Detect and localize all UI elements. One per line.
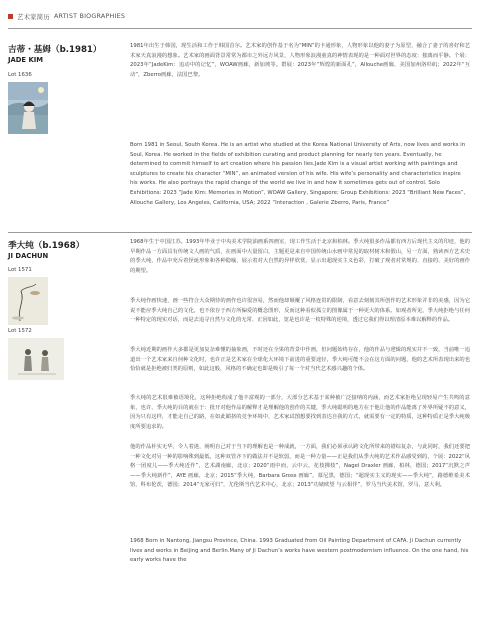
artist-name-zh: 季大纯（b.1968） [8, 241, 85, 251]
artist-bio-en: 1968 Born in Nantong, Jiangsu Province, China. 1993 Graduated from Oil Painting Department of CAFA. Ji Dachun currently lives and works in Beijing and Berlin.Many of Ji Dachun’s works have western postmodernism influence. On the one hand, his early works have the [130, 538, 469, 564]
header-accent-mark [8, 14, 13, 19]
artist-name-zh: 吉蒂・基姆（b.1981） [8, 45, 102, 55]
header-title-en: ARTIST BIOGRAPHIES [53, 12, 126, 20]
artist-name-en: JADE KIM [8, 56, 43, 64]
artwork-thumbnail-lot-1571 [8, 277, 48, 325]
bio-paragraph: 1968年生于中国江苏。1993年毕业于中央美术学院油画系四画室，现工作生活于北京和柏林。季大纯很多作品都有西方后现代主义的印迹，他的早期作品一方面具有传统文人画的气质，在画面中大量留白，主题更是来自中国传统山水画中常见的取材树木和假山，另一方面，熟读西方艺术史的季大纯，作品中充斥着怪诞形象和各种隐喻，展示着对大自然的异样欣赏，显示出超现实主义色彩，打破了观者对常规的、直接的、美好的画作的期望。 [130, 239, 470, 274]
artwork-thumbnail-jade-kim [8, 82, 48, 134]
artist-name-en: JI DACHUN [8, 252, 49, 260]
lot-number: Lot 1571 [8, 267, 32, 273]
artwork-thumbnail-lot-1572 [8, 338, 64, 380]
page-header [8, 8, 125, 24]
header-title-zh: 艺术家简历 [17, 12, 50, 21]
header-divider [8, 28, 472, 29]
lot-number: Lot 1572 [8, 328, 32, 334]
bio-paragraph: 他的作品朴实无华，令人着迷，阐明自己对于当下的理解也是一种成就，一方面，我们必须承认跨文化所带来的错综复杂，与此同时，我们还要把一种文化对另一种的影响殊到最低，这种双管齐下的做法并不是软弱，而是一种力量——正是我们从季大纯的艺术作品感受到的，个展：2022“风格一团度儿——季大纯近作”，艺术湖南廊，北京；2020“雨中而，云中云，花枝拂枝”，Nagel Draxler 画廊，柏林，德国；2017“沉默之声——季大纯新作”，AYE 画廊，北京；2015“季大纯，Barbara Gross 画廊”，慕尼黑，德国；“超现实主义的现实——季大纯”，路德维希美术馆，科布伦茨，德国；2014“无家可归”，尤伦斯当代艺术中心，北京；2013“功婊欧望 与云相伴”，罗马当代美术馆，罗马，意大利。 [130, 444, 470, 488]
artist-bio-zh: 1981年出生于韩国，现生活和工作于韩国首尔。艺术家的创作基于名为“MIN”的卡通形象，人物形象以他的妻子为原型，融合了妻子的喜好和艺术家天真浪漫的想象。艺术家的画面背景常常为都市之外远方风景，人物形象浪漫童真的神情表现的是一种面对世界的态度：独离而平静。个展：2023年“JadeKim：追动中的记忆”，WOAW画廊，新加坡等。群展：2023年“辉煌的新面孔”，Allouche画廊，美国加州洛杉矶；2022年“互动”，Zberro画廊，法国巴黎。 [130, 43, 470, 78]
bio-paragraph: 季大纯的艺术很难被语境化，这种拒绝构成了他丰富观的一部分，大部分艺术基于某种被广泛接纳的内涵，而艺术家拒绝呈现轻易产生共鸣的意象，也许，季大纯的目的就在于：批开对他作品的解释才是理解他的创作的关键，季大纯聪明的地方在于他让他的作品能离了外界所疑不的意义，因为只有这样，才能走自己的路，在如此媚挤的竞争环境中，艺术家试图想要找到表达自我的方式，就需要有一定的特质，这种特质正是季大纯极度所要追求的。 [130, 395, 470, 430]
section-divider [8, 232, 472, 233]
bio-paragraph: 季大纯近期的画作大多都是更加复杂难懂的抽象画，不时还在全果的背景中作画，但问题始终存在，他的作品与逻辑的现实并不一致，当前唯一追道出一个艺术家来自何种文化时，也许正是艺术家在全球化大环境下前进的重要途径，季大纯可能不会在这方面的问题，他的艺术所表现出来的也恰恰就是拒绝被归类的原则，如此这般，风格的不确定也即是吸引了每一个对当代艺术感兴趣的个体。 [130, 347, 470, 372]
lot-number: Lot 1636 [8, 72, 32, 78]
bio-paragraph: 季大纯作画快速，画一些符合大众期待的画作也许很容易，然而他却颠覆了风格连贯的限制，看意去刻刻其所创作的艺术形象并非的美感，因为它说不能应季大纯自己的文化，也不依存于西方所偏爱的概念图形，反而这种看似孤立的图像属于一种更大的体系。如观者所见，季大纯拒绝与任何一种特定的现实对话，而是去追寻自然与文化的无常、正因如此，宽是也许是一枚特殊的逆境，透过它我们得以理清原本难以解释的作品。 [130, 298, 470, 323]
artist-bio-en: Born 1981 in Seoul, South Korea. He is an artist who studied at the Korea National University of Arts, now lives and works in Soul, Korea. He worked in the fields of exhibition curating and product planning for nearly ten years. Eventually, he determined to commit himself to art creation where his passion lies.Jade Kim is a visual artist working with paintings and sculptures to create his character “MIN”, an animated version of his wife. His wife’s personality and characteristics inspire his works. He also portrays the rapid change of the world we live in and how it sometimes gets out of control. Solo Exhibitions: 2023 “Jade Kim: Memories in Motion”, WOAW Gallery, Singapore; Group Exhibitions: 2023 “Brilliant New Faces”, Allouche Gallery, Los Angeles, California, USA; 2022 “Interaction , Galerie Zberro, Paris, France” [130, 142, 466, 206]
